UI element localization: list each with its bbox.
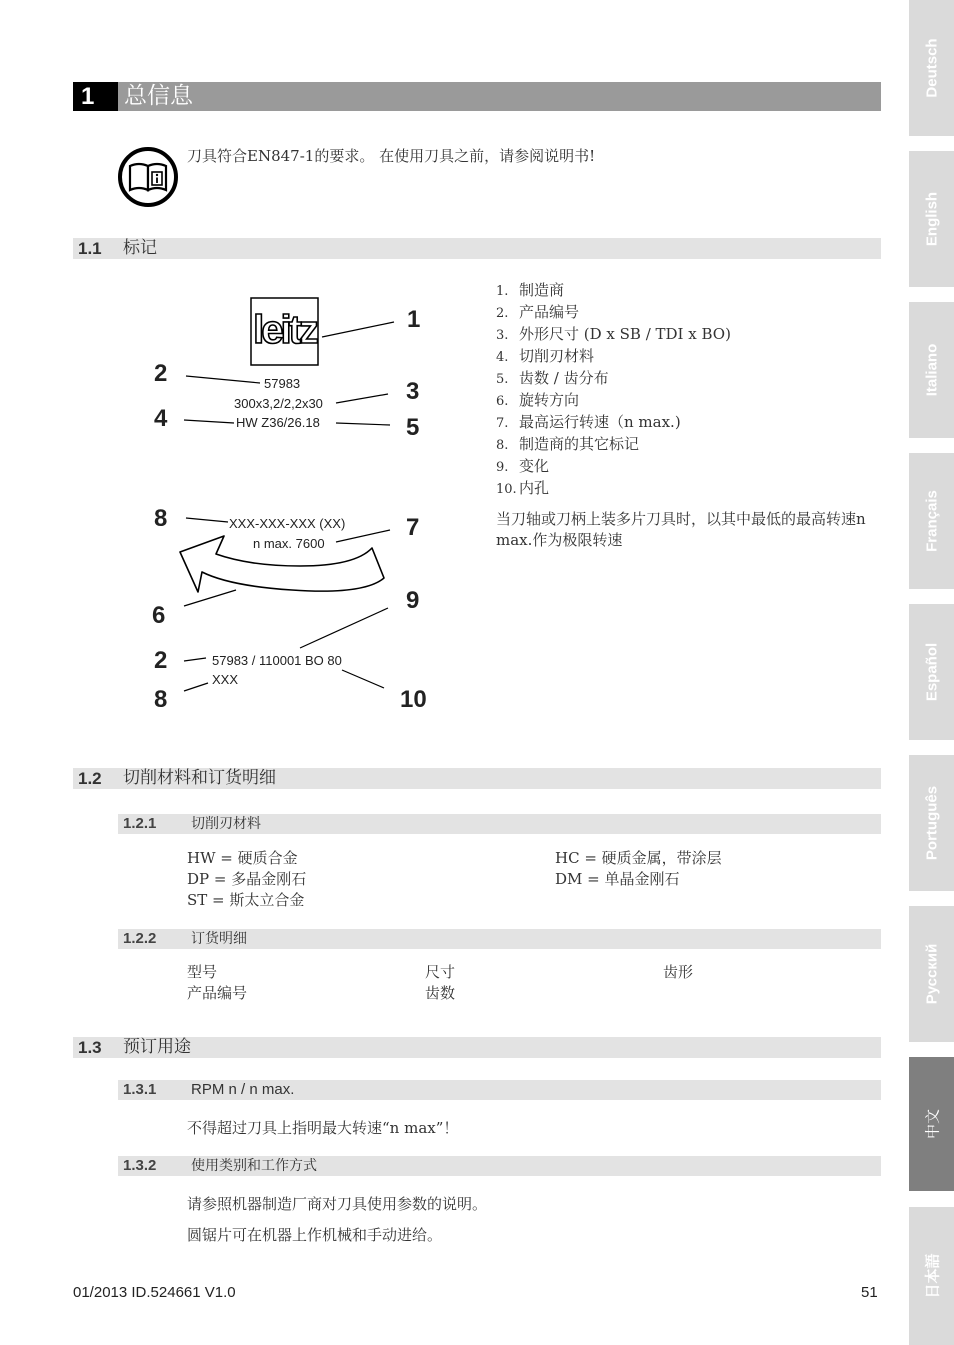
chapter-heading-bar [73,82,881,111]
section-number: 1.2.1 [123,815,157,832]
callout-number: 6 [152,602,166,629]
section-title: 标记 [123,238,157,258]
callout-number: 4 [154,405,168,432]
product-no-label: 57983 [264,376,301,391]
section-title: 预订用途 [123,1037,191,1057]
list-item: 9. 变化 [496,457,550,475]
bottom-xxx-label: XXX [212,672,239,687]
lang-tab-label: Español [923,642,940,702]
footer-doc-id: 01/2013 ID.524661 V1.0 [73,1284,236,1301]
section-title: 订货明细 [191,931,247,947]
leitz-logo: leitz [253,308,316,352]
lang-tab-francais[interactable] [909,453,954,589]
usage-line: 请参照机器制造厂商对刀具使用参数的说明。 [187,1195,488,1213]
section-number: 1.2 [78,769,102,788]
order-detail-item: 型号 [187,963,218,981]
section-number: 1.3.1 [123,1081,157,1098]
order-details-col2 [425,962,455,1004]
material-label: HW Z36/26.18 [236,415,320,430]
section-heading-1-3-2 [118,1156,881,1176]
lang-tab-label: Português [923,785,940,861]
callout-number: 2 [154,360,168,387]
nmax-label: n max. 7600 [253,536,325,551]
lang-tab-italiano[interactable] [909,302,954,438]
list-item: 7. 最高运行转速（n max.) [496,413,681,431]
lang-tab-label: 日本語 [923,1253,941,1299]
lang-tab-label: Français [923,490,940,552]
lang-tab-deutsch[interactable] [909,0,954,136]
order-details-col1 [187,962,247,1004]
section-heading-1-2-2 [118,929,881,949]
lang-tab-label: English [923,191,940,247]
order-detail-item: 产品编号 [187,984,248,1002]
material-item: HW = 硬质合金 [187,849,298,867]
callout-number: 5 [406,414,420,441]
lang-tab-espanol[interactable] [909,604,954,740]
section-title: RPM n / n max. [191,1081,295,1098]
section-number: 1.2.2 [123,930,157,947]
usage-line: 圆锯片可在机器上作机械和手动进给。 [187,1226,443,1244]
callout-number: 2 [154,647,168,674]
lang-tab-label: Italiano [923,343,940,397]
page-number: 51 [861,1284,878,1301]
list-item: 6. 旋转方向 [496,391,580,409]
callout-number: 8 [154,686,168,713]
list-item: 10. 内孔 [496,479,550,497]
callout-number: 3 [406,378,420,405]
intro-text: 刀具符合EN847-1的要求。 在使用刀具之前，请参阅说明书! [187,147,596,165]
lang-tab-label: Deutsch [923,38,940,98]
chapter-title: 总信息 [124,83,193,109]
section-heading-1-3 [73,1037,881,1058]
section-heading-1-1 [73,238,881,259]
callout-number: 1 [407,306,421,333]
lang-tab-chinese[interactable] [909,1057,954,1191]
lang-tab-label: Русский [923,943,940,1005]
callout-number: 8 [154,505,168,532]
section-heading-1-2-1 [118,814,881,834]
list-item: 4. 切削刃材料 [496,347,595,365]
section-heading-1-3-1 [118,1080,881,1100]
code-label: XXX-XXX-XXX (XX) [229,516,346,531]
lang-tab-japanese[interactable] [909,1207,954,1345]
section-number: 1.1 [78,239,102,258]
order-details-col3 [663,962,693,983]
read-manual-icon [117,146,179,208]
order-detail-item: 齿数 [425,984,456,1002]
order-detail-item: 尺寸 [425,963,456,981]
section-number: 1.3.2 [123,1157,157,1174]
material-item: HC = 硬质金属，带涂层 [555,849,722,867]
marking-note: 当刀轴或刀柄上装多片刀具时，以其中最低的最高转速n max.作为极限转速 [496,510,866,549]
list-item: 8. 制造商的其它标记 [496,435,640,453]
lang-tab-label: 中文 [923,1108,941,1140]
list-item: 1. 制造商 [496,281,565,299]
section-number: 1.3 [78,1038,102,1057]
order-detail-item: 齿形 [663,963,694,981]
section-title: 切削刃材料 [191,816,261,832]
chapter-number: 1 [73,82,118,111]
section-title: 切削材料和订货明细 [123,768,276,788]
material-item: DP = 多晶金刚石 [187,870,307,888]
lang-tab-english[interactable] [909,151,954,287]
material-item: ST = 斯太立合金 [187,891,305,909]
dimensions-label: 300x3,2/2,2x30 [234,396,323,411]
rpm-text: 不得超过刀具上指明最大转速“n max”！ [187,1119,459,1137]
callout-number: 10 [400,686,427,713]
list-item: 3. 外形尺寸 (D x SB / TDI x BO) [496,325,731,343]
section-title: 使用类别和工作方式 [191,1158,317,1174]
callout-number: 7 [406,514,420,541]
lang-tab-russian[interactable] [909,906,954,1042]
list-item: 2. 产品编号 [496,303,580,321]
callout-number: 9 [406,587,420,614]
material-item: DM = 单晶金刚石 [555,870,680,888]
bottom-line-label: 57983 / 110001 BO 80 [212,653,342,668]
materials-right [555,848,722,890]
section-heading-1-2 [73,768,881,789]
lang-tab-portugues[interactable] [909,755,954,891]
materials-left [187,848,306,911]
marking-list [496,280,731,500]
list-item: 5. 齿数 / 齿分布 [496,369,609,387]
marking-diagram [150,290,440,720]
